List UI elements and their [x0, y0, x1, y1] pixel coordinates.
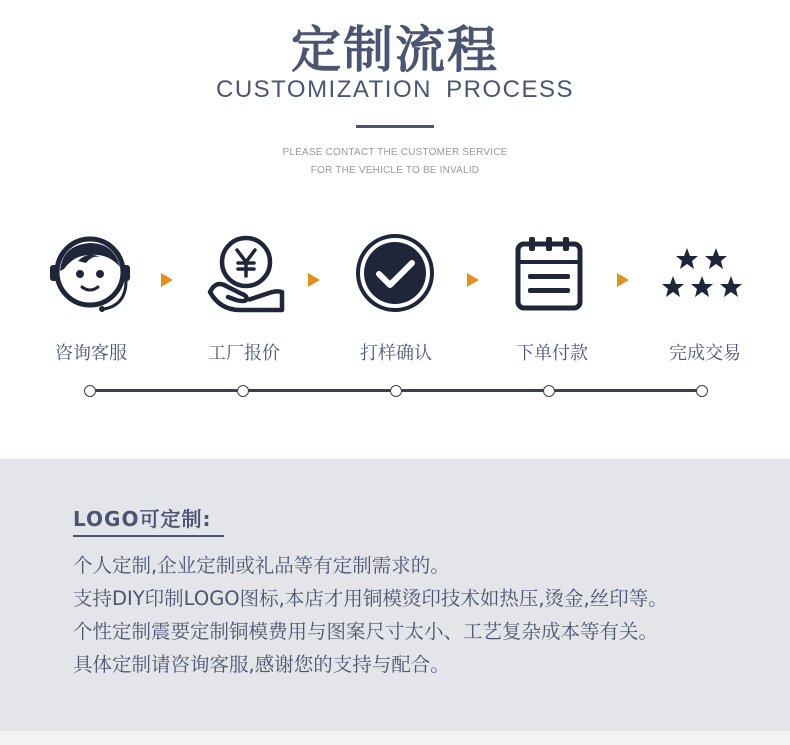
timeline-dot — [84, 385, 96, 397]
step-label-quote: 工厂报价 — [208, 343, 280, 364]
step-arrow-1 — [161, 273, 173, 287]
bottom-strip — [0, 731, 790, 745]
step-label-complete: 完成交易 — [669, 343, 741, 364]
step-label-payment: 下单付款 — [516, 343, 588, 364]
step-label-sample: 打样确认 — [360, 343, 432, 364]
check-circle-icon — [355, 233, 435, 313]
page-subtitle: CUSTOMIZATION PROCESS — [216, 76, 574, 103]
order-notepad-icon — [514, 236, 584, 312]
timeline-dot — [237, 385, 249, 397]
title-divider — [356, 125, 434, 128]
step-arrow-4 — [617, 273, 629, 287]
notice-line-1: PLEASE CONTACT THE CUSTOMER SERVICE — [282, 147, 508, 158]
notice-line-2: FOR THE VEHICLE TO BE INVALID — [310, 165, 480, 176]
logo-heading-underline — [73, 535, 224, 537]
timeline-dot — [390, 385, 402, 397]
timeline-dot — [543, 385, 555, 397]
info-line: 具体定制请咨询客服,感谢您的支持与配合。 — [73, 653, 450, 676]
stars-icon — [662, 246, 744, 302]
step-arrow-2 — [308, 273, 320, 287]
page-title: 定制流程 — [291, 21, 499, 79]
info-line: 个性定制震要定制铜模费用与图案尺寸太小、工艺复杂成本等有关。 — [73, 620, 659, 643]
yen-coin-hand-icon — [206, 234, 286, 314]
info-line: 支持DIY印制LOGO图标,本店才用铜模烫印技术如热压,烫金,丝印等。 — [73, 587, 668, 610]
info-line: 个人定制,企业定制或礼品等有定制需求的。 — [73, 554, 450, 577]
step-arrow-3 — [467, 273, 479, 287]
step-label-consult: 咨询客服 — [55, 343, 127, 364]
timeline-dot — [696, 385, 708, 397]
customer-service-headset-icon — [48, 231, 132, 315]
logo-heading: LOGO可定制: — [73, 507, 212, 531]
